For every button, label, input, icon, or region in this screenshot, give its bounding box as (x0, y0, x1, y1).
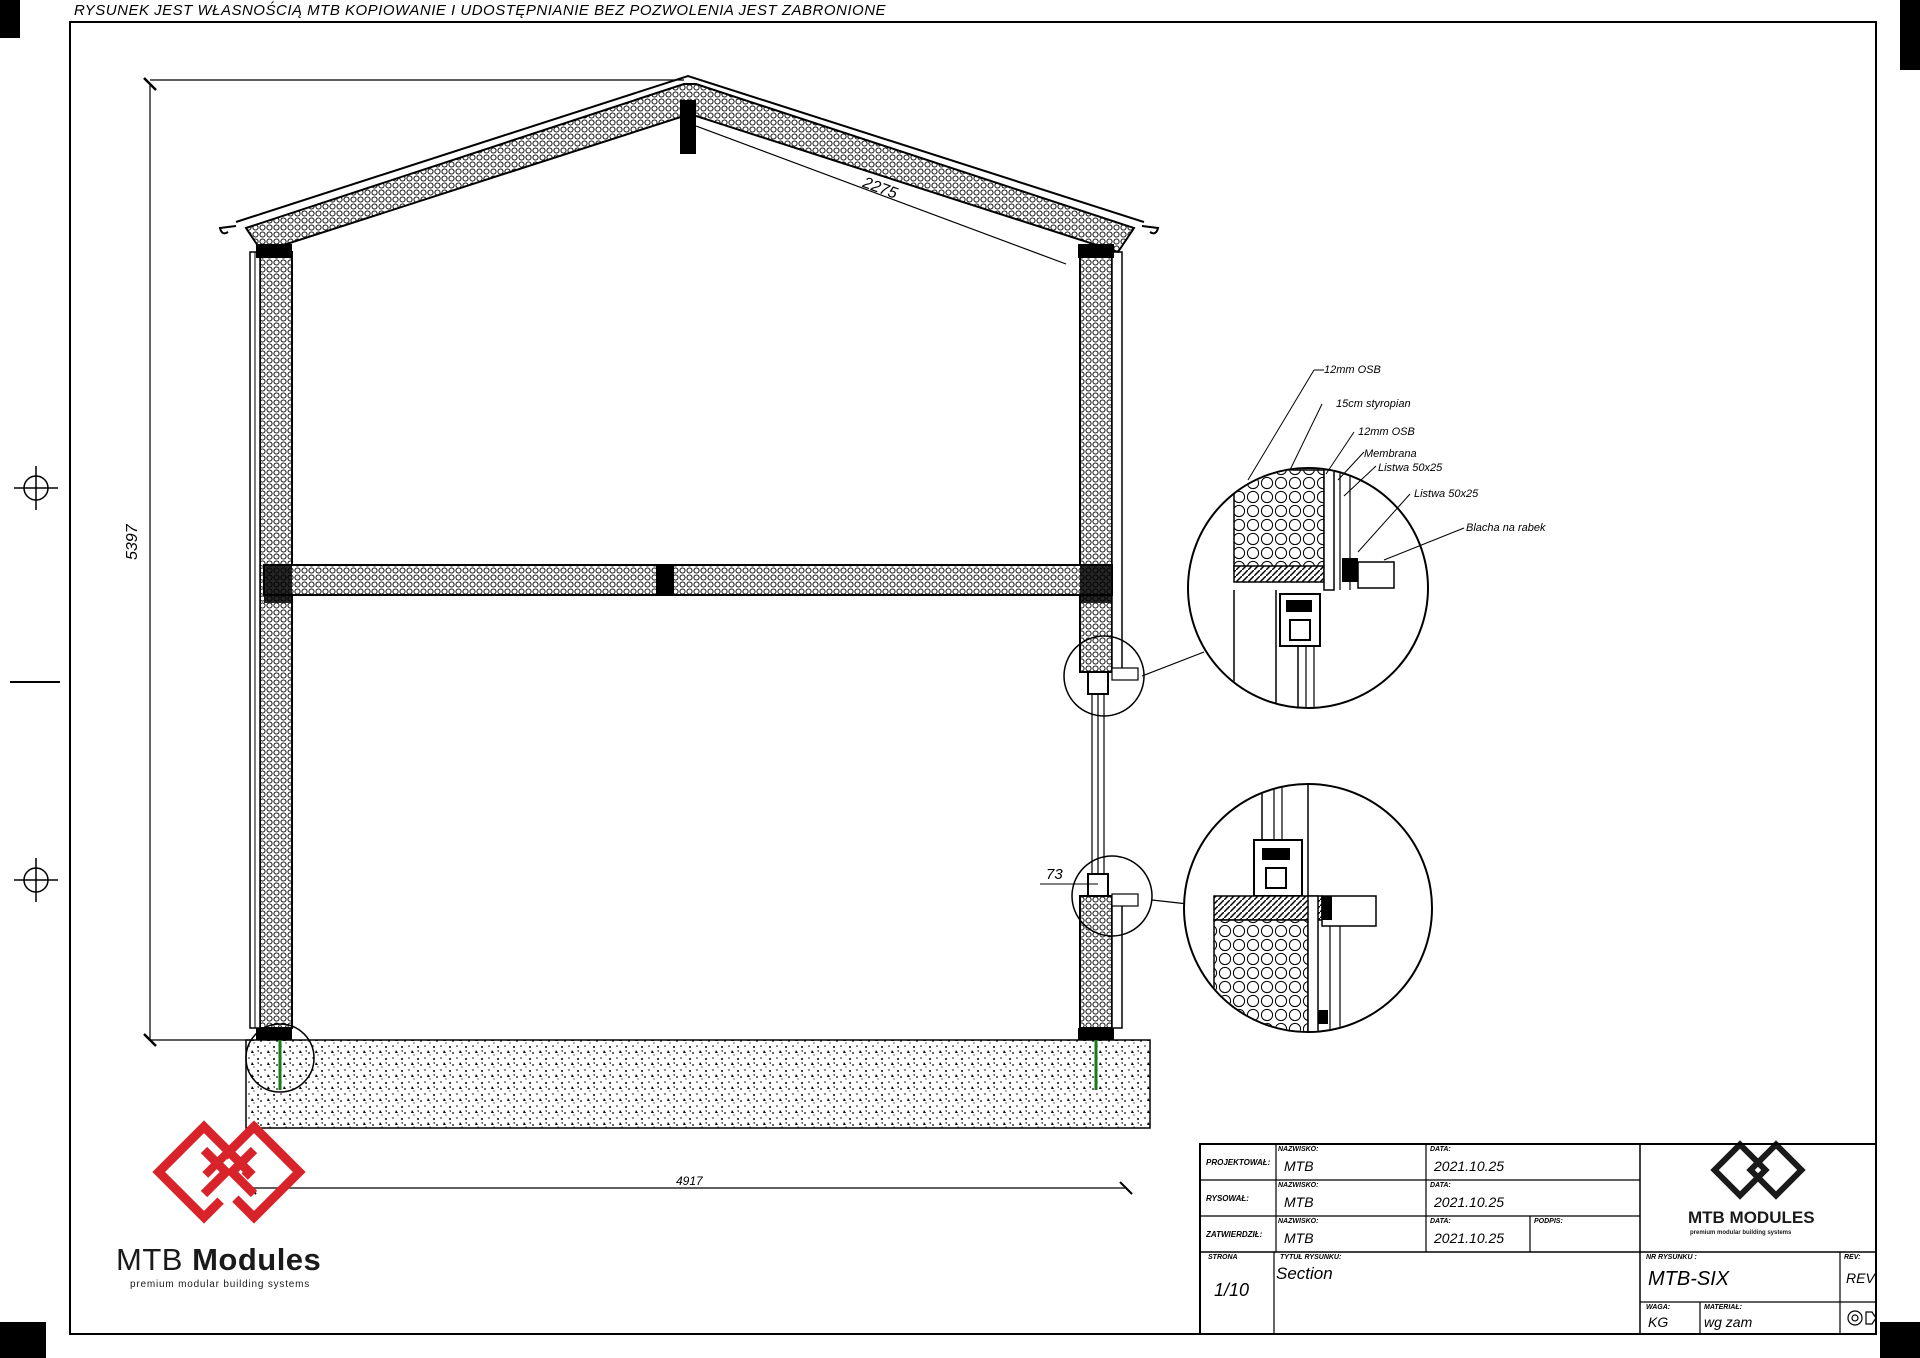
brand-name-bold: Modules (192, 1242, 322, 1277)
corner-mark (0, 0, 20, 38)
right-wall-upper (1080, 252, 1112, 672)
label-batten-2: Listwa 50x25 (1414, 488, 1479, 500)
tb-waga-value: KG (1648, 1314, 1669, 1330)
tb-nazwisko-label-1: NAZWISKO: (1278, 1146, 1319, 1153)
floor-slab (264, 565, 1112, 595)
tb-nr-label: NR RYSUNKU : (1646, 1254, 1697, 1261)
brand-logo-small (1715, 1145, 1802, 1196)
tb-name-1: MTB (1284, 1158, 1314, 1174)
registration-mark-bottom (14, 858, 58, 902)
brand-name (116, 1242, 321, 1278)
dimension-height (144, 78, 684, 1046)
dimension-height-label: 5397 (124, 524, 141, 560)
tb-projektowal-label: PROJEKTOWAŁ: (1206, 1158, 1271, 1167)
tb-material-label: MATERIAŁ: (1704, 1304, 1742, 1311)
tb-date-3: 2021.10.25 (1434, 1230, 1505, 1246)
gutter-left (220, 226, 236, 233)
tb-nr-value: MTB-SIX (1648, 1268, 1730, 1290)
window-frame (1088, 668, 1138, 906)
tb-data-label-1: DATA: (1430, 1146, 1451, 1153)
tb-strona-value: 1/10 (1214, 1280, 1250, 1300)
brand-small-name: MTB MODULES (1688, 1208, 1815, 1227)
detail-head (1188, 370, 1464, 720)
dimension-sill-label: 73 (1046, 866, 1063, 883)
brand-small-tagline: premium modular building systems (1690, 1230, 1792, 1236)
tb-data-label-3: DATA: (1430, 1218, 1451, 1225)
tb-zatwierdzil-label: ZATWIERDZIŁ: (1206, 1230, 1263, 1239)
tb-nazwisko-label-2: NAZWISKO: (1278, 1182, 1319, 1189)
tb-name-3: MTB (1284, 1230, 1314, 1246)
brand-tagline: premium modular building systems (130, 1279, 311, 1290)
label-osb-outer: 12mm OSB (1324, 364, 1381, 376)
tb-tytul-value: Section (1276, 1264, 1333, 1283)
brand-name-light: MTB (116, 1242, 183, 1277)
tb-name-2: MTB (1284, 1194, 1314, 1210)
ridge-beam (680, 100, 696, 154)
tb-tytul-label: TYTUŁ RYSUNKU: (1280, 1254, 1342, 1261)
label-membrane: Membrana (1364, 448, 1417, 460)
tb-podpis-label: PODPIS: (1534, 1218, 1563, 1225)
label-insulation: 15cm styropian (1336, 398, 1411, 410)
corner-mark (0, 1322, 46, 1358)
registration-mark-top (14, 466, 58, 510)
label-flashing: Blacha na rabek (1466, 522, 1546, 534)
left-wall (260, 252, 292, 1028)
tb-rev-value: REV (1846, 1270, 1875, 1286)
tb-nazwisko-label-3: NAZWISKO: (1278, 1218, 1319, 1225)
tb-data-label-2: DATA: (1430, 1182, 1451, 1189)
right-wall-lower (1080, 896, 1112, 1028)
tb-date-1: 2021.10.25 (1434, 1158, 1505, 1174)
tb-date-2: 2021.10.25 (1434, 1194, 1505, 1210)
gutter-right (1142, 226, 1158, 233)
tb-rev-label: REV: (1844, 1254, 1861, 1261)
tb-strona-label: STRONA (1208, 1254, 1238, 1261)
tb-waga-label: WAGA: (1646, 1304, 1671, 1311)
tb-rysowal-label: RYSOWAŁ: (1206, 1194, 1249, 1203)
corner-mark (1900, 0, 1920, 70)
label-osb-inner: 12mm OSB (1358, 426, 1415, 438)
foundation-slab (246, 1040, 1150, 1128)
dimension-width-label: 4917 (676, 1174, 703, 1188)
sheet-notice: RYSUNEK JEST WŁASNOŚCIĄ MTB KOPIOWANIE I UDOSTĘPNIANIE BEZ POZWOLENIA JEST ZABRONIONE (74, 2, 887, 19)
detail-sill (1184, 780, 1432, 1046)
label-batten-1: Listwa 50x25 (1378, 462, 1443, 474)
tb-material-value: wg zam (1704, 1314, 1753, 1330)
corner-mark (1880, 1322, 1920, 1358)
floor-joint (656, 565, 674, 595)
dimension-roof-label: 2275 (860, 174, 900, 203)
